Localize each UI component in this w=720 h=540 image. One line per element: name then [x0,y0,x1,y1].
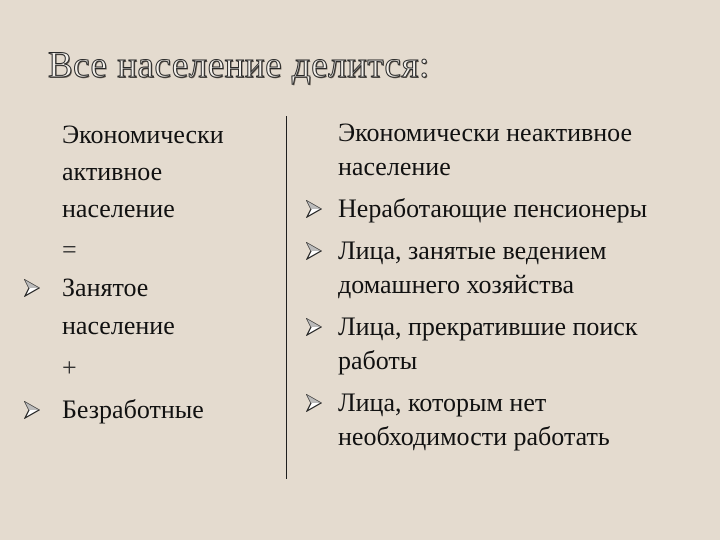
right-item-label: Лица, которым нет необходимости работать [338,388,610,451]
left-column [24,116,274,429]
arrowhead-bullet-icon [306,318,322,336]
left-list-item-unemployed [24,391,274,429]
left-heading-line-2: активное [62,157,163,186]
right-column [306,116,706,462]
arrowhead-bullet-icon [24,279,40,297]
left-heading-line-3: население [62,194,175,223]
right-list-item-no-need [306,386,706,454]
right-item-label: Лица, занятые ведением домашнего хозяйства [338,236,607,299]
arrowhead-bullet-icon [306,200,322,218]
right-item-label: Неработающие пенсионеры [338,194,648,223]
arrowhead-bullet-icon [306,242,322,260]
left-item-unemployed-label: Безработные [62,395,204,424]
right-heading: Экономически неактивное население [338,118,633,181]
right-list-item-stopped-search [306,310,706,378]
slide-title: Все население делится: [48,45,430,86]
right-item-label: Лица, прекратившие поиск работы [338,312,638,375]
right-list-item-household [306,234,706,302]
arrowhead-bullet-icon [24,401,40,419]
plus-sign: + [62,353,77,382]
left-item-employed-label: Занятое [62,273,149,302]
left-list-item-employed [24,269,274,307]
left-heading-line-1: Экономически [62,120,224,149]
equals-sign: = [62,235,77,264]
column-divider [286,116,287,479]
right-list-item-pensioners [306,192,706,226]
arrowhead-bullet-icon [306,394,322,412]
left-item-employed-continuation: население [62,311,175,340]
